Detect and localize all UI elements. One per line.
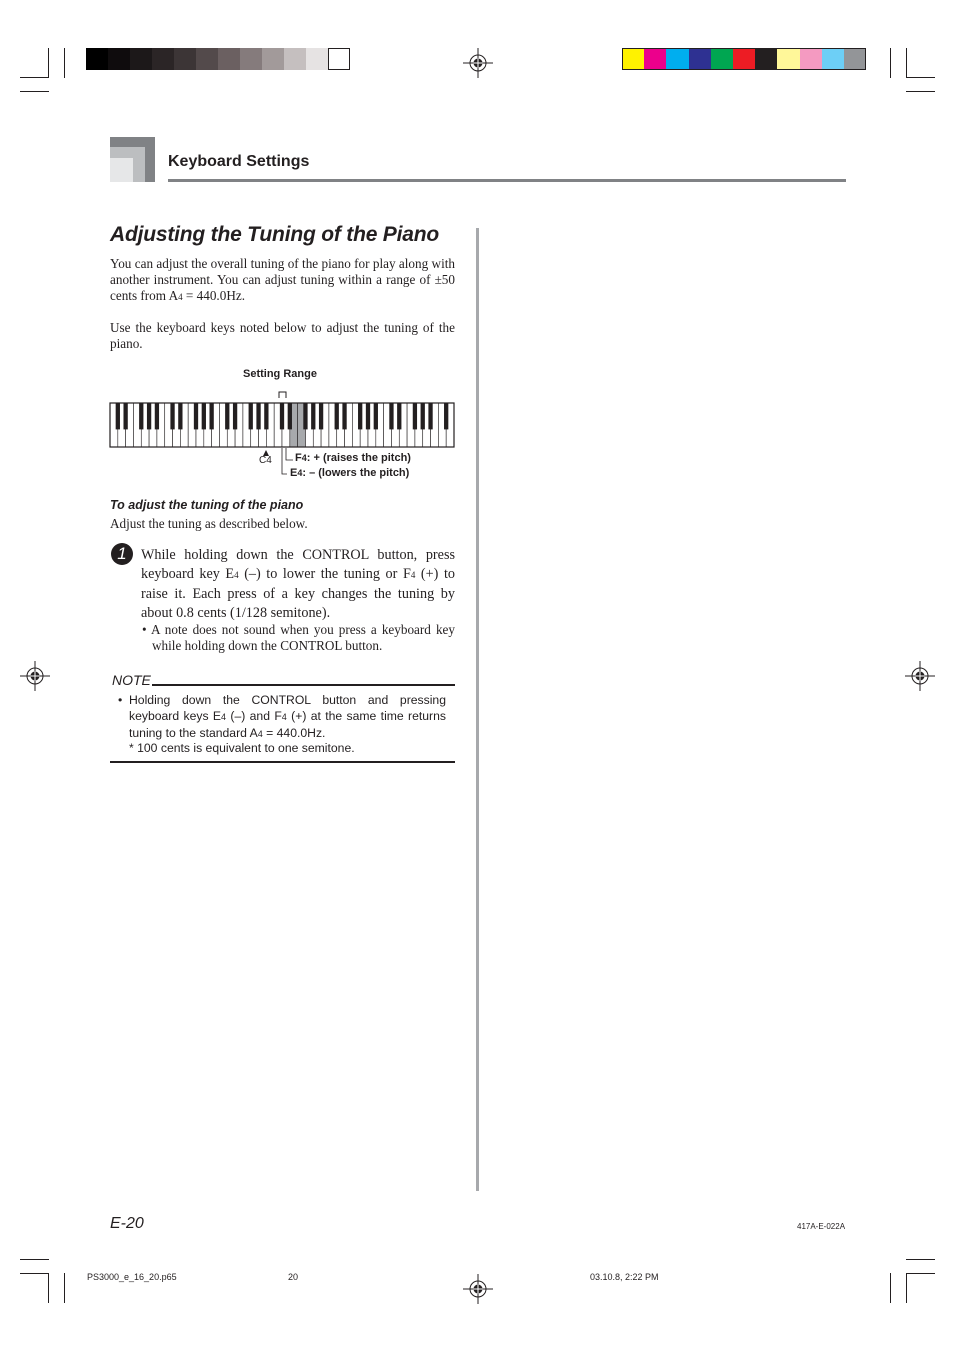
- note-bullet: •: [118, 693, 123, 707]
- gray-swatch: [240, 48, 262, 70]
- procedure-title: To adjust the tuning of the piano: [110, 498, 304, 512]
- registration-mark-icon: [463, 48, 493, 78]
- black-key: [225, 403, 229, 429]
- black-key: [170, 403, 174, 429]
- black-key: [303, 403, 307, 429]
- gray-swatch: [152, 48, 174, 70]
- f4-label: F4: + (raises the pitch): [295, 452, 411, 464]
- step-1-text: While holding down the CONTROL button, press keyboard key E4 (–) to lower the tuning or F4 (+) to raise it. Each press of a key changes the tuning by about 0.8 cents (1/128 semitone).: [141, 547, 455, 621]
- black-key: [342, 403, 346, 429]
- gray-swatch: [262, 48, 284, 70]
- timestamp: 03.10.8, 2:22 PM: [590, 1272, 659, 1282]
- gray-swatch: [306, 48, 328, 70]
- black-key: [366, 403, 370, 429]
- instruction-paragraph: Use the keyboard keys noted below to adjust the tuning of the piano.: [110, 320, 455, 351]
- gray-swatch: [130, 48, 152, 70]
- e4-label: E4: – (lowers the pitch): [290, 467, 410, 479]
- black-key: [389, 403, 393, 429]
- black-key: [178, 403, 182, 429]
- black-key: [233, 403, 237, 429]
- black-key: [194, 403, 198, 429]
- page-title: Adjusting the Tuning of the Piano: [110, 223, 439, 246]
- black-key: [444, 403, 448, 429]
- black-key: [209, 403, 213, 429]
- setting-range-bracket: [279, 392, 286, 398]
- black-key: [397, 403, 401, 429]
- piano-keys: [110, 403, 454, 447]
- section-title: Keyboard Settings: [168, 153, 310, 170]
- black-key: [335, 403, 339, 429]
- gray-swatch: [218, 48, 240, 70]
- note-bottom-rule: [110, 761, 455, 763]
- black-key: [256, 403, 260, 429]
- black-key: [280, 403, 284, 429]
- black-key: [139, 403, 143, 429]
- note-text: Holding down the CONTROL button and pressing keyboard keys E4 (–) and F4 (+) at the same time returns tuning to the standard A4 = 440.0Hz.: [129, 693, 446, 740]
- setting-range-label: Setting Range: [243, 368, 317, 380]
- gray-swatch: [328, 48, 350, 70]
- step-number-badge: 1: [111, 543, 133, 565]
- intro-paragraph: You can adjust the overall tuning of the piano for play along with another instrument. You can adjust tuning within a range of ±50 cents from A4 = 440.0Hz.: [110, 256, 455, 303]
- black-key: [116, 403, 120, 429]
- column-divider: [476, 228, 479, 1191]
- black-key: [147, 403, 151, 429]
- color-bar-frame: [622, 48, 866, 70]
- black-key: [413, 403, 417, 429]
- registration-mark-icon: [905, 661, 935, 691]
- f4-leader: [286, 448, 293, 460]
- procedure-intro: Adjust the tuning as described below.: [110, 516, 308, 531]
- black-key: [374, 403, 378, 429]
- black-key: [311, 403, 315, 429]
- black-key: [202, 403, 206, 429]
- note-label: NOTE: [112, 672, 151, 688]
- black-key: [288, 403, 292, 429]
- slug-page: 20: [288, 1272, 299, 1282]
- step-1-bullet: • A note does not sound when you press a keyboard key while holding down the CONTROL button.: [142, 622, 455, 653]
- file-name: PS3000_e_16_20.p65: [87, 1272, 177, 1282]
- gray-swatch: [284, 48, 306, 70]
- page-number: E-20: [110, 1215, 144, 1232]
- gray-swatch: [108, 48, 130, 70]
- note-footnote: * 100 cents is equivalent to one semitone.: [129, 741, 355, 755]
- black-key: [249, 403, 253, 429]
- header-rule: [168, 179, 846, 182]
- note-top-rule: [152, 684, 455, 686]
- c4-label: C4: [259, 455, 272, 466]
- registration-mark-icon: [20, 661, 50, 691]
- black-key: [264, 403, 268, 429]
- black-key: [155, 403, 159, 429]
- gray-swatch: [196, 48, 218, 70]
- black-key: [421, 403, 425, 429]
- black-key: [123, 403, 127, 429]
- registration-mark-icon: [463, 1274, 493, 1304]
- gray-swatch: [86, 48, 108, 70]
- black-key: [428, 403, 432, 429]
- document-code: 417A-E-022A: [797, 1222, 846, 1231]
- black-key: [358, 403, 362, 429]
- gray-swatch: [174, 48, 196, 70]
- black-key: [319, 403, 323, 429]
